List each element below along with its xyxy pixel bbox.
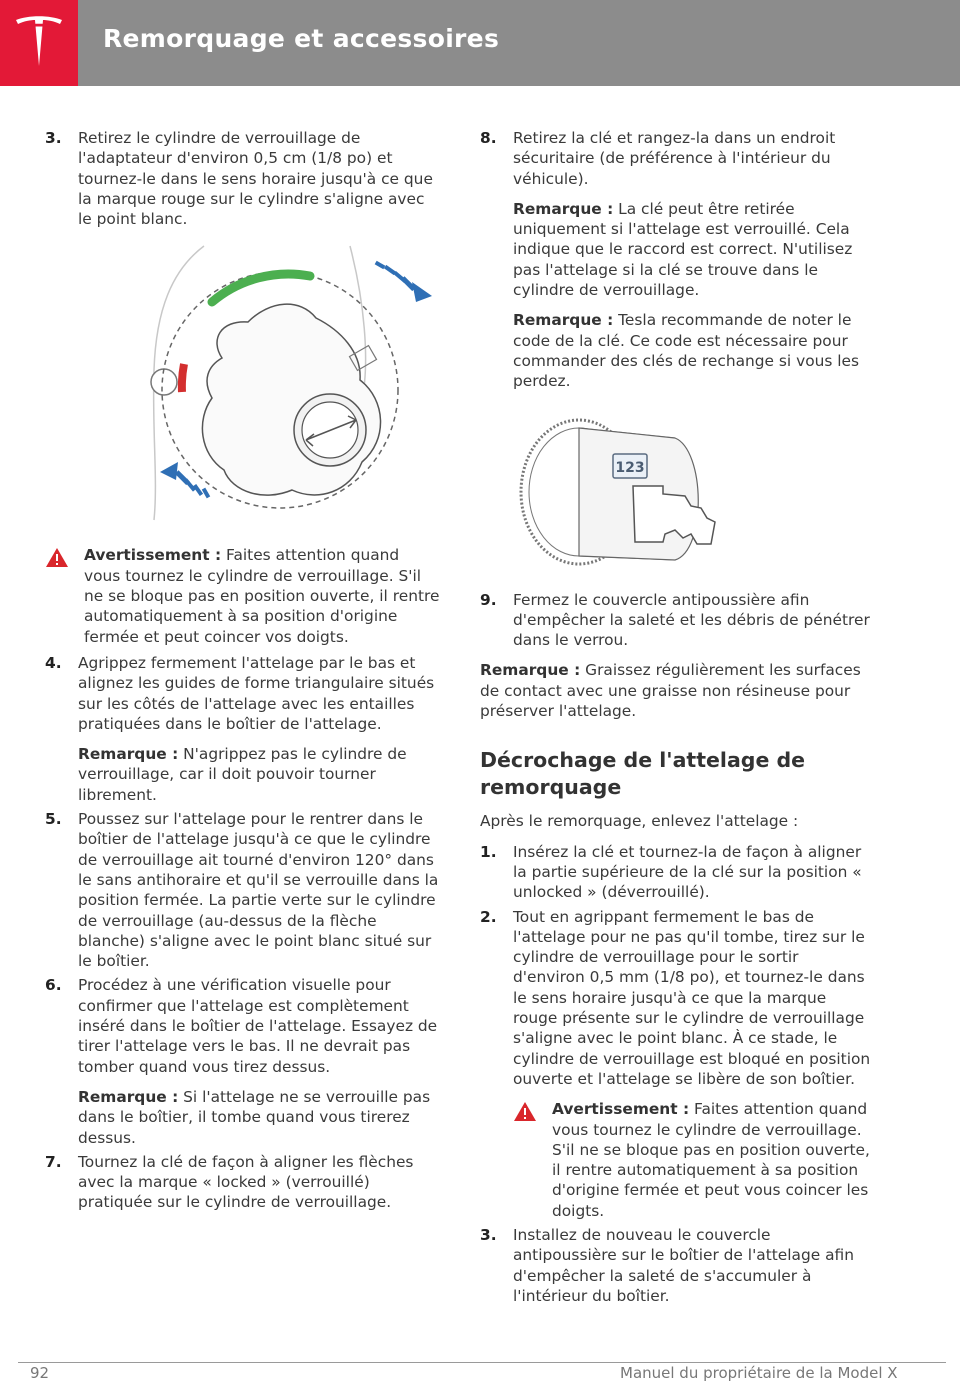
- step-8: [480, 128, 875, 392]
- red-lock-mark: [182, 364, 184, 392]
- note-text: Si l'attelage ne se verrouille pas dans le boîtier, il tombe quand vous tirerez dessus.: [78, 1087, 431, 1147]
- manual-title: Manuel du propriétaire de la Model X: [620, 1364, 898, 1382]
- step-text: Fermez le couvercle antipoussière afin d'empêcher la saleté et les débris de pénétrer dans le verrou.: [513, 590, 870, 650]
- step-5: [45, 809, 440, 971]
- note: [78, 744, 440, 805]
- note-label: Remarque :: [78, 745, 179, 764]
- footer-divider: [18, 1362, 946, 1363]
- step-r3: [480, 1225, 875, 1306]
- step-number: 9.: [480, 590, 497, 609]
- warning-icon: [45, 547, 69, 568]
- tesla-logo: [0, 0, 78, 86]
- note-label: Remarque :: [513, 199, 614, 218]
- section-title: Décrochage de l'attelage de remorquage: [480, 748, 806, 800]
- page-header: [0, 0, 960, 86]
- step-number: 1.: [480, 842, 497, 861]
- note-label: Remarque :: [513, 311, 614, 330]
- step-text: Agrippez fermement l'attelage par le bas et alignez les guides de forme triangulaire situés sur les côtés de l'attelage avec les entailles pratiquées dans le boîtier de l'attelage.: [78, 653, 435, 733]
- warning-block: [45, 545, 440, 646]
- arrow-top-right-icon: [375, 261, 432, 302]
- step-text: Tout en agrippant fermement le bas de l'attelage pour ne pas qu'il tombe, tirez sur le cylindre de verrouillage pour le sortir d'environ 0,5 mm (1/8 po), et tournez-le dans le sens horaire jusqu'à ce que la marque rouge présente sur le cylindre de verrouillage s'aligne avec le point blanc. À ce stade, le cylindre de verrouillage est bloqué en position ouverte et l'attelage se libère de son boîtier.: [513, 907, 871, 1088]
- step-text: Tournez la clé de façon à aligner les flèches avec la marque « locked » (verrouillé) pratiquée sur le cylindre de verrouillage.: [78, 1152, 414, 1212]
- step-number: 3.: [45, 129, 62, 147]
- page-title: Remorquage et accessoires: [103, 24, 500, 53]
- step-9: [480, 590, 875, 651]
- note: [480, 660, 875, 721]
- step-number: 4.: [45, 653, 62, 672]
- step-7: [45, 1152, 440, 1213]
- step-number: 5.: [45, 810, 62, 829]
- step-text: Poussez sur l'attelage pour le rentrer dans le boîtier de l'attelage jusqu'à ce que le cylindre de verrouillage ait tourné d'environ 120° dans le sans antihoraire et qu'il se verrouille dans la position fermée. La partie verte sur le cylindre de verrouillage (au-dessus de la flèche blanche) s'aligne avec le point blanc situé sur le boîtier.: [78, 810, 439, 971]
- note-text: N'agrippez pas le cylindre de verrouillage, car il doit pouvoir tourner librement.: [78, 745, 407, 804]
- warning-icon: [513, 1101, 537, 1122]
- warning-text: Faites attention quand vous tournez le cylindre de verrouillage. S'il ne se bloque pas en position ouverte, il rentre automatiquement à sa position d'origine fermée et peut vous coincer les doigts.: [552, 1100, 870, 1220]
- step-r2: [480, 907, 875, 1221]
- note-text: La clé peut être retirée uniquement si l'attelage est verrouillé. Cela indique que le raccord est correct. N'utilisez pas l'attelage si la clé se trouve dans le cylindre de verrouillage.: [513, 199, 853, 300]
- arrow-bottom-left-icon: [160, 462, 210, 498]
- step-text: Retirez le cylindre de verrouillage de l'adaptateur d'environ 0,5 cm (1/8 po) et tournez-le dans le sens horaire jusqu'à ce que la marque rouge sur le cylindre s'aligne avec le point blanc.: [78, 129, 433, 229]
- note-text: Tesla recommande de noter le code de la clé. Ce code est nécessaire pour commander des clés de rechange si vous les perdez.: [513, 311, 860, 391]
- step-text: Installez de nouveau le couvercle antipoussière sur le boîtier de l'attelage afin d'empêcher la saleté de s'accumuler à l'intérieur du boîtier.: [513, 1225, 854, 1305]
- step-text: Retirez la clé et rangez-la dans un endroit sécuritaire (de préférence à l'intérieur du véhicule).: [513, 129, 836, 188]
- step-number: 3.: [480, 1225, 497, 1244]
- note: [513, 310, 875, 391]
- warning-block: [513, 1099, 875, 1221]
- step-4: [45, 653, 440, 805]
- step-text: Procédez à une vérification visuelle pour confirmer que l'attelage est complètement inséré dans le boîtier de l'attelage. Essayez de tirer l'attelage vers le bas. Il ne devrait pas tomber quand vous tirez dessus.: [78, 976, 438, 1076]
- tesla-logo-icon: [14, 14, 64, 70]
- green-lock-mark: [212, 274, 310, 302]
- step-number: 8.: [480, 129, 497, 147]
- note-label: Remarque :: [480, 661, 581, 680]
- section-intro: Après le remorquage, enlevez l'attelage :: [480, 812, 799, 831]
- step-number: 7.: [45, 1152, 62, 1171]
- step-number: 6.: [45, 976, 62, 995]
- step-6: [45, 975, 440, 1147]
- page-number: 92: [30, 1364, 50, 1382]
- note: [513, 199, 875, 300]
- lock-cylinder-illustration: [150, 240, 440, 522]
- right-column: [480, 128, 875, 1306]
- key-code: 123: [615, 460, 645, 476]
- note-label: Remarque :: [78, 1087, 179, 1106]
- note: [78, 1087, 440, 1148]
- warning-text: Faites attention quand vous tournez le cylindre de verrouillage. S'il ne se bloque pas en position ouverte, il rentre automatiquement à sa position d'origine fermée et peut coincer vos doigts.: [84, 546, 440, 646]
- key-code-illustration: [515, 410, 725, 568]
- warning-label: Avertissement :: [552, 1100, 690, 1119]
- warning-label: Avertissement :: [84, 546, 222, 565]
- step-number: 2.: [480, 907, 497, 926]
- note-text: Graissez régulièrement les surfaces de contact avec une graisse non résineuse pour préserver l'attelage.: [480, 661, 861, 721]
- step-3: [45, 128, 440, 229]
- step-r1: [480, 842, 875, 903]
- step-text: Insérez la clé et tournez-la de façon à aligner la partie supérieure de la clé sur la position « unlocked » (déverrouillé).: [513, 842, 862, 902]
